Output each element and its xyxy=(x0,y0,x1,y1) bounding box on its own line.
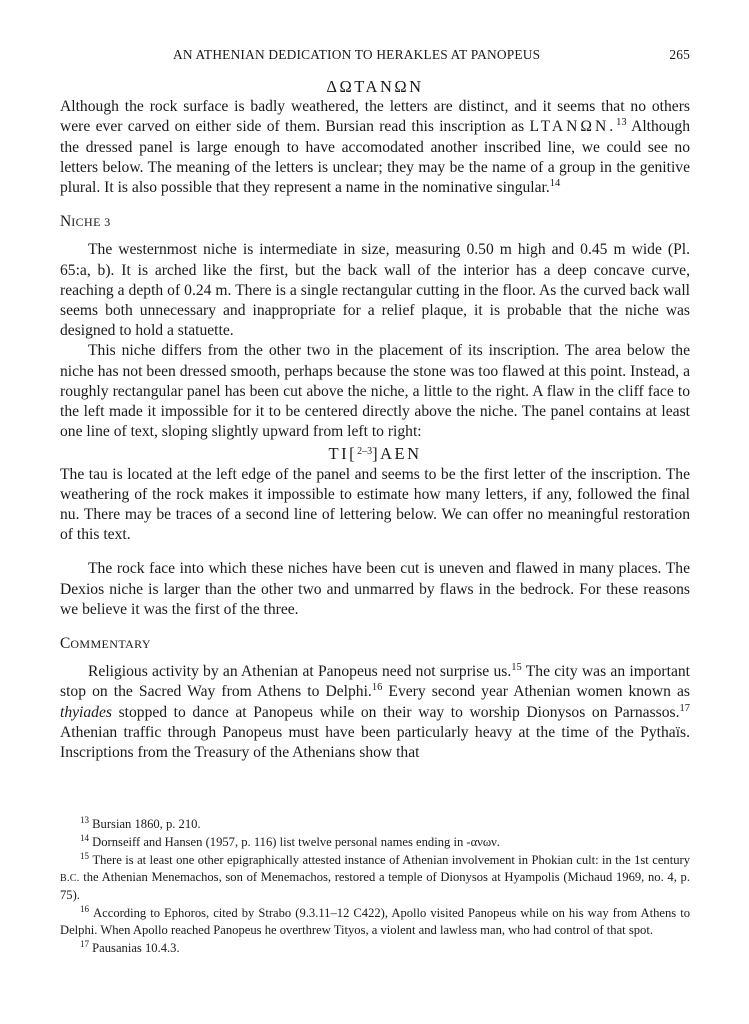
inscription-2 xyxy=(60,442,690,464)
bursian-reading: LTANΩN. xyxy=(529,118,617,136)
inscription-2-start: TI[ xyxy=(328,444,358,464)
page-number: 265 xyxy=(669,47,690,62)
niche-3-heading-rest: ICHE 3 xyxy=(71,215,111,230)
footnote-17 xyxy=(60,940,690,957)
footnote-14 xyxy=(60,834,690,851)
footnote-13-number: 13 xyxy=(80,815,89,825)
main-text xyxy=(60,77,690,763)
footnote-13-text: Bursian 1860, p. 210. xyxy=(92,817,201,831)
paragraph-6-c: Every second year Athenian women known as xyxy=(382,683,690,701)
running-title: AN ATHENIAN DEDICATION TO HERAKLES AT PANOPEUS xyxy=(173,47,541,62)
footnote-ref-14[interactable]: 14 xyxy=(549,178,561,190)
paragraph-6-e: Athenian traffic through Panopeus must have been particularly heavy at the time of the Pythaïs. Inscriptions from the Treasury of the Athenians show that xyxy=(60,723,690,762)
footnote-15-text-a: There is at least one other epigraphically attested instance of Athenian involvement in Phokian cult: in the 1st century xyxy=(92,853,690,867)
footnote-15 xyxy=(60,852,690,904)
paragraph-1 xyxy=(60,97,690,198)
footnote-14-text: Dornseiff and Hansen (1957, p. 116) list twelve personal names ending in -ανων. xyxy=(92,835,501,849)
niche-3-heading-initial: N xyxy=(60,213,72,231)
footnote-ref-15[interactable]: 15 xyxy=(511,662,522,674)
commentary-heading-rest: OMMENTARY xyxy=(70,637,151,652)
footnote-15-bc: B.C. xyxy=(60,873,80,884)
commentary-heading xyxy=(60,634,690,654)
footnote-13 xyxy=(60,816,690,833)
paragraph-1-text-a: Although the rock surface is badly weathered, the letters are distinct, and it seems that no others were ever carved on either side of them. Bursian read this inscription as xyxy=(60,98,690,136)
footnote-ref-17[interactable]: 17 xyxy=(679,702,690,714)
paragraph-6-d: stopped to dance at Panopeus while on their way to worship Dionysos on Parnassos. xyxy=(111,703,680,721)
paragraph-6-a: Religious activity by an Athenian at Panopeus need not surprise us. xyxy=(88,663,512,681)
inscription-1: ΔΩΤΑΝΩΝ xyxy=(326,77,424,96)
inscription-2-lacuna: 2–3 xyxy=(357,446,373,458)
paragraph-5: The rock face into which these niches have been cut is uneven and flawed in many places. The Dexios niche is larger than the other two and unmarred by flaws in the bedrock. For these reasons we believe it was the first of the three. xyxy=(60,560,690,618)
footnote-ref-13[interactable]: 13 xyxy=(616,117,627,129)
footnote-16-text: According to Ephoros, cited by Strabo (9.3.11–12 C422), Apollo visited Panopeus while on his way from Athens to Delphi. When Apollo reached Panopeus he overthrew Tityos, a violent and lawless man, who had control of that spot. xyxy=(60,906,691,937)
niche-3-heading xyxy=(60,212,690,232)
paragraph-3: This niche differs from the other two in the placement of its inscription. The area below the niche has not been dressed smooth, perhaps because the stone was too flawed at this point. Instead, a roughly rectangular panel has been cut above the niche, a little to the right. A flaw in the cliff face to the left made it impossible for it to be centered directly above the niche. The panel contains at least one line of text, sloping slightly upward from left to right: xyxy=(60,342,690,441)
commentary-heading-initial: C xyxy=(60,635,71,653)
paragraph-2: The westernmost niche is intermediate in size, measuring 0.50 m high and 0.45 m wide (Pl. 65:a, b). It is arched like the first, but the back wall of the interior has a deep concave curve, reaching a depth of 0.24 m. There is a single rectangular cutting in the floor. As the curved back wall seems both unnecessary and inappropriate for a relief plaque, it is probable that the niche was designed to hold a statuette. xyxy=(60,241,690,340)
paragraph-1-text-b: Although the dressed panel is large enough to have accomodated another inscribed line, we could see no letters below. The meaning of the letters is unclear; they may be the name of a group in the genitive plural. It is also possible that they represent a name in the nominative singular. xyxy=(60,118,690,197)
inscription-2-end: ]AEN xyxy=(372,444,422,464)
thyiades-term: thyiades xyxy=(60,703,112,721)
footnote-15-text-b: the Athenian Menemachos, son of Menemachos, restored a temple of Dionysos at Hyampolis (Michaud 1969, no. 4, p. 75). xyxy=(60,870,690,902)
footnote-15-number: 15 xyxy=(80,851,89,861)
footnote-17-number: 17 xyxy=(80,939,89,949)
paragraph-6-b: The city was an important stop on the Sacred Way from Athens to Delphi. xyxy=(60,663,690,701)
paragraph-4: The tau is located at the left edge of the panel and seems to be the first letter of the inscription. The weathering of the rock makes it impossible to estimate how many letters, if any, followed the final nu. There may be traces of a second line of lettering below. We can offer no meaningful restoration of this text. xyxy=(60,465,690,544)
footnote-16-number: 16 xyxy=(80,904,89,914)
footnote-17-text: Pausanias 10.4.3. xyxy=(92,941,180,955)
footnotes xyxy=(60,816,690,958)
paragraph-6 xyxy=(60,662,690,763)
footnote-16 xyxy=(60,905,690,939)
footnote-ref-16[interactable]: 16 xyxy=(371,682,383,694)
footnote-14-number: 14 xyxy=(80,833,89,843)
